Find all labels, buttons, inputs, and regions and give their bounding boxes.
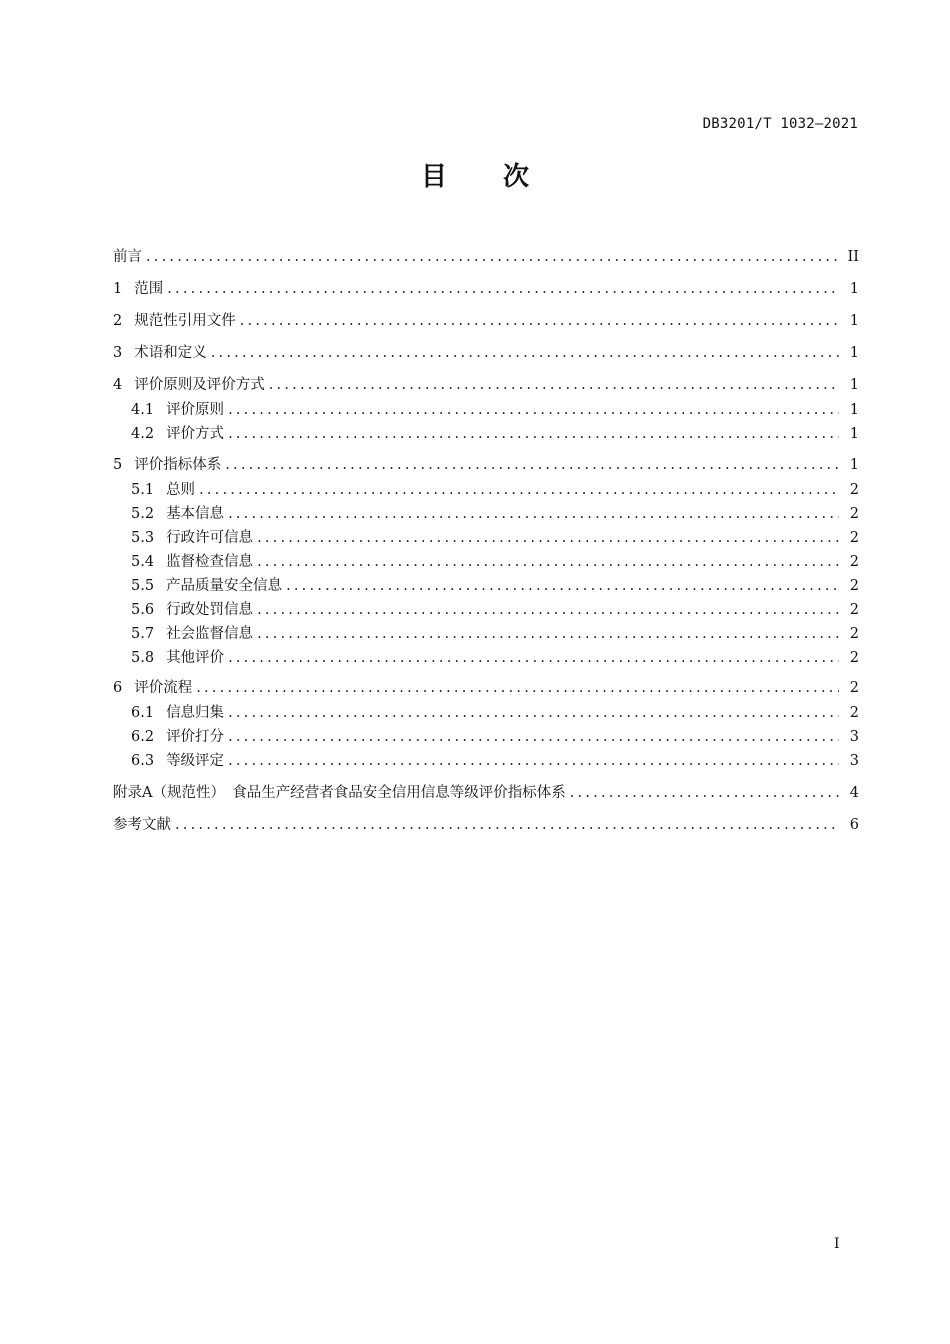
toc-entry[interactable] (113, 677, 859, 699)
toc-entry-page: 2 (849, 482, 859, 498)
toc-entry-page: 3 (849, 753, 859, 769)
toc-leader-dots (228, 750, 839, 772)
toc-leader-dots (240, 310, 839, 332)
toc-entry[interactable] (113, 647, 859, 669)
toc-entry-label: 等级评定 (166, 753, 225, 769)
toc-leader-dots (228, 423, 839, 445)
toc-entry[interactable] (113, 454, 859, 476)
toc-entry-number: 3 (113, 345, 123, 361)
toc-entry-label: 附录A（规范性） 食品生产经营者食品安全信用信息等级评价指标体系 (113, 785, 566, 801)
toc-entry-page: 1 (849, 281, 859, 297)
toc-leader-dots (257, 623, 839, 645)
toc-entry-number: 6.1 (131, 705, 155, 721)
toc-entry-label: 总则 (166, 482, 196, 498)
toc-entry-page: 1 (849, 377, 859, 393)
toc-entry-number: 2 (113, 313, 123, 329)
toc-entry[interactable] (113, 782, 859, 804)
toc-entry[interactable] (113, 551, 859, 573)
toc-entry-page: 2 (849, 705, 859, 721)
toc-entry[interactable] (113, 527, 859, 549)
toc-entry-number: 5.7 (131, 626, 155, 642)
toc-leader-dots (167, 278, 839, 300)
toc-entry-page: II (847, 249, 859, 265)
toc-entry-page: 1 (849, 345, 859, 361)
toc-leader-dots (570, 782, 839, 804)
toc-entry[interactable] (113, 623, 859, 645)
page-number: I (834, 1236, 840, 1252)
toc-leader-dots (199, 479, 839, 501)
toc-entry-number: 6 (113, 680, 123, 696)
toc-entry-number: 5.2 (131, 506, 155, 522)
toc-entry[interactable] (113, 479, 859, 501)
toc-entry-number: 4.2 (131, 426, 155, 442)
toc-entry[interactable] (113, 814, 859, 836)
toc-entry-page: 2 (849, 650, 859, 666)
toc-entry-label: 信息归集 (166, 705, 225, 721)
toc-entry[interactable] (113, 750, 859, 772)
toc-entry[interactable] (113, 310, 859, 332)
toc-entry-label: 行政处罚信息 (166, 602, 254, 618)
toc-entry-number: 6.3 (131, 753, 155, 769)
toc-entry-label: 其他评价 (166, 650, 225, 666)
toc-entry-number: 5.6 (131, 602, 155, 618)
toc-entry-page: 6 (849, 817, 859, 833)
toc-entry-page: 2 (849, 530, 859, 546)
toc-entry-label: 行政许可信息 (166, 530, 254, 546)
toc-leader-dots (269, 374, 839, 396)
toc-leader-dots (228, 702, 839, 724)
toc-entry-page: 2 (849, 506, 859, 522)
toc-entry-label: 评价原则 (166, 402, 225, 418)
toc-title-char: 目 (420, 162, 447, 192)
toc-leader-dots (146, 246, 839, 268)
toc-leader-dots (228, 399, 839, 421)
toc-entry[interactable] (113, 374, 859, 396)
toc-entry[interactable] (113, 399, 859, 421)
toc-entry-label: 评价方式 (166, 426, 225, 442)
toc-entry-number: 5.1 (131, 482, 155, 498)
toc-entry-page: 2 (849, 554, 859, 570)
toc-entry[interactable] (113, 503, 859, 525)
toc-entry-number: 6.2 (131, 729, 155, 745)
toc-leader-dots (286, 575, 839, 597)
toc-leader-dots (175, 814, 839, 836)
toc-entry[interactable] (113, 726, 859, 748)
toc-entry-page: 2 (849, 626, 859, 642)
toc-entry[interactable] (113, 599, 859, 621)
toc-leader-dots (225, 454, 839, 476)
toc-entry-page: 4 (849, 785, 859, 801)
toc-entry-label: 评价原则及评价方式 (134, 377, 265, 393)
toc-entry-number: 5.8 (131, 650, 155, 666)
toc-title-char: 次 (503, 162, 530, 192)
toc-entry-number: 5.4 (131, 554, 155, 570)
toc-entry-page: 1 (849, 457, 859, 473)
toc-entry-label: 评价打分 (166, 729, 225, 745)
toc-entry-number: 4.1 (131, 402, 155, 418)
toc-entry[interactable] (113, 246, 859, 268)
toc-entry[interactable] (113, 342, 859, 364)
toc-entry-label: 基本信息 (166, 506, 225, 522)
toc-entry-number: 5 (113, 457, 123, 473)
toc-leader-dots (257, 527, 839, 549)
toc-entry-page: 2 (849, 578, 859, 594)
toc-entry[interactable] (113, 278, 859, 300)
toc-entry-page: 3 (849, 729, 859, 745)
toc-entry-label: 规范性引用文件 (134, 313, 236, 329)
toc-entry-label: 参考文献 (113, 817, 171, 833)
toc-leader-dots (257, 599, 839, 621)
toc-entry-page: 1 (849, 426, 859, 442)
toc-entry[interactable] (113, 423, 859, 445)
toc-entry-page: 2 (849, 602, 859, 618)
toc-entry-number: 5.3 (131, 530, 155, 546)
toc-entry-label: 社会监督信息 (166, 626, 254, 642)
toc-entry-number: 5.5 (131, 578, 155, 594)
toc-leader-dots (228, 503, 839, 525)
toc-entry-number: 4 (113, 377, 123, 393)
toc-entry-label: 产品质量安全信息 (166, 578, 283, 594)
toc-entry[interactable] (113, 702, 859, 724)
toc-entry-label: 前言 (113, 249, 142, 265)
toc-entry-label: 评价指标体系 (134, 457, 222, 473)
toc-entry-label: 评价流程 (134, 680, 193, 696)
toc-leader-dots (211, 342, 839, 364)
toc-leader-dots (196, 677, 839, 699)
document-code: DB3201/T 1032—2021 (702, 116, 858, 132)
toc-entry[interactable] (113, 575, 859, 597)
toc-entry-page: 1 (849, 402, 859, 418)
toc-entry-label: 监督检查信息 (166, 554, 254, 570)
toc-entry-page: 2 (849, 680, 859, 696)
toc-leader-dots (228, 726, 839, 748)
toc-leader-dots (257, 551, 839, 573)
toc-leader-dots (228, 647, 839, 669)
toc-entry-page: 1 (849, 313, 859, 329)
toc-entry-number: 1 (113, 281, 123, 297)
toc-entry-label: 范围 (134, 281, 164, 297)
toc-title (0, 156, 950, 193)
toc-entry-label: 术语和定义 (134, 345, 207, 361)
